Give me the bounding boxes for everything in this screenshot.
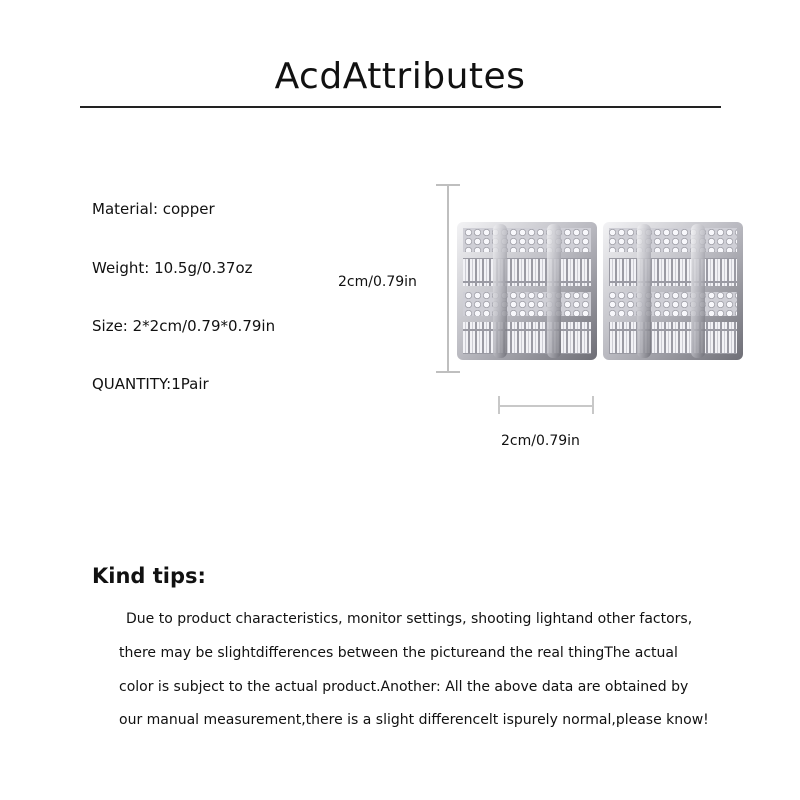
attribute-weight: Weight: 10.5g/0.37oz xyxy=(92,259,253,277)
tip-line: Due to product characteristics, monitor settings, shooting lightand other factors, xyxy=(126,611,693,627)
height-dimension-cap-bottom xyxy=(436,371,460,373)
attribute-material: Material: copper xyxy=(92,200,215,218)
tip-line: our manual measurement,there is a slight differencelt ispurely normal,please know! xyxy=(119,712,709,728)
attribute-quantity: QUANTITY:1Pair xyxy=(92,375,209,393)
attribute-size: Size: 2*2cm/0.79*0.79in xyxy=(92,317,276,335)
width-dimension-label: 2cm/0.79in xyxy=(501,433,580,449)
tip-line: there may be slightdifferences between the pictureand the real thingThe actual xyxy=(119,645,678,661)
left-earring xyxy=(457,222,597,360)
right-earring xyxy=(603,222,743,360)
tip-line: color is subject to the actual product.Another: All the above data are obtained by xyxy=(119,679,689,695)
title-underline xyxy=(80,106,721,108)
tips-heading: Kind tips: xyxy=(92,564,206,588)
height-dimension-line xyxy=(447,185,449,372)
width-dimension-line xyxy=(499,405,594,407)
earring-pair-illustration xyxy=(455,210,747,365)
page-title: AcdAttributes xyxy=(274,56,526,97)
width-dimension-cap-right xyxy=(592,396,594,414)
height-dimension-label: 2cm/0.79in xyxy=(338,274,417,290)
